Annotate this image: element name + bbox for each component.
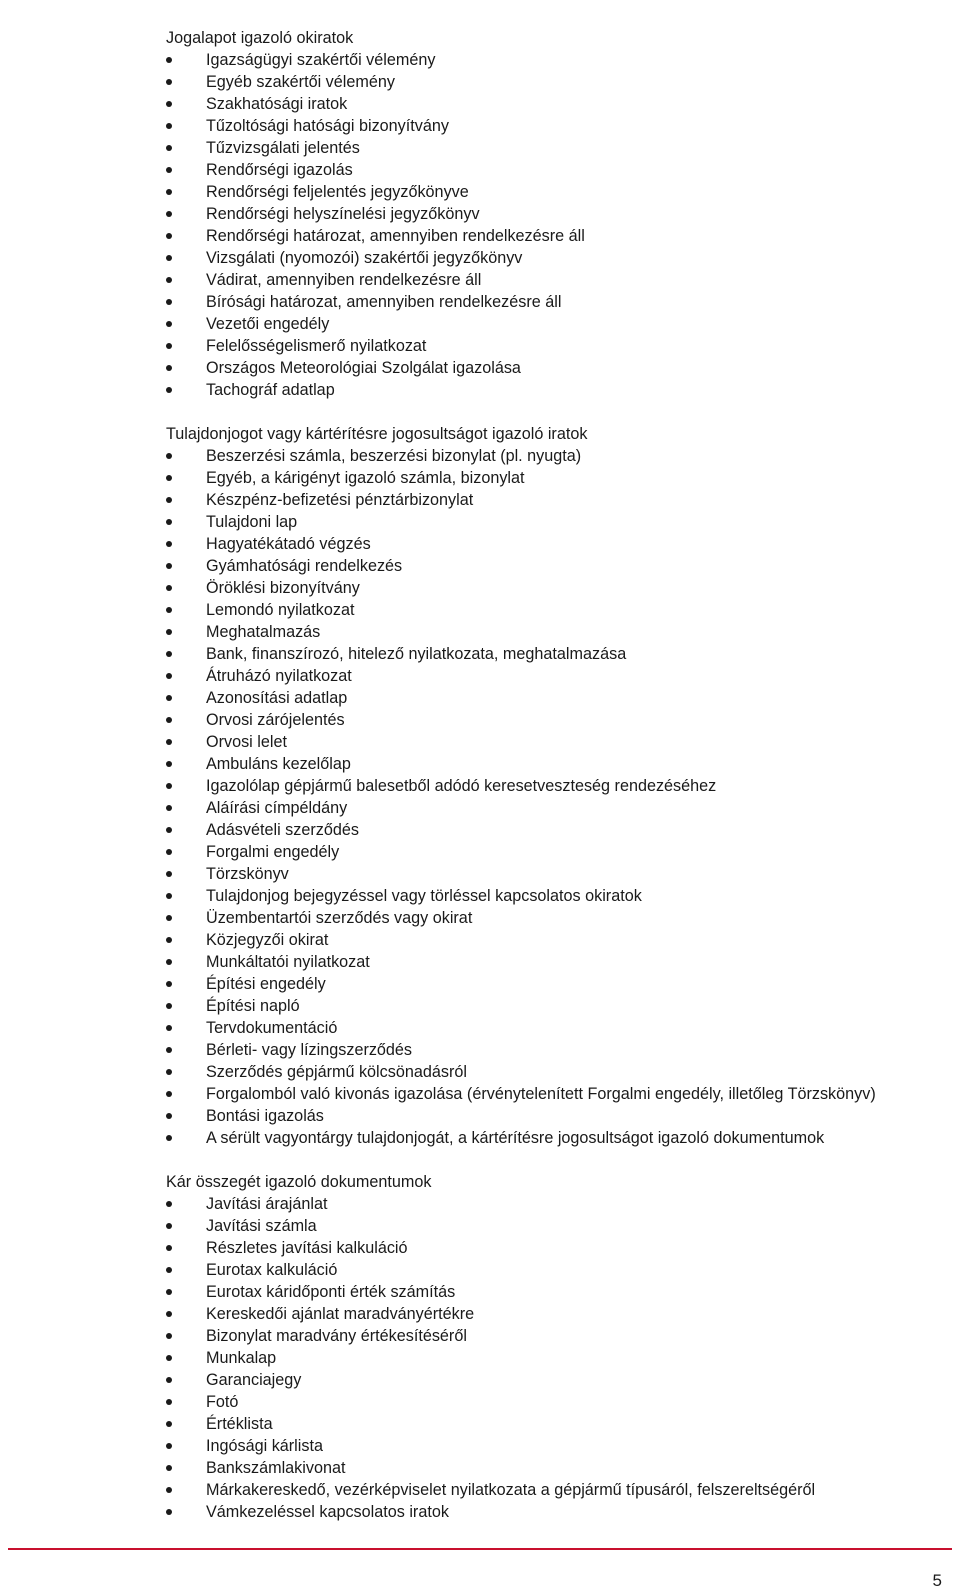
list-item-text: Öröklési bizonyítvány bbox=[206, 579, 360, 597]
bullet-icon bbox=[166, 255, 172, 261]
list-item-text: Eurotax kalkuláció bbox=[206, 1261, 338, 1279]
list-item bbox=[166, 687, 946, 709]
list-item bbox=[166, 1017, 946, 1039]
list-item bbox=[166, 1281, 946, 1303]
bullet-icon bbox=[166, 849, 172, 855]
list-item-text: Igazolólap gépjármű balesetből adódó keresetveszteség rendezéséhez bbox=[206, 777, 717, 795]
bullet-icon bbox=[166, 739, 172, 745]
bullet-icon bbox=[166, 453, 172, 459]
list-item-text: Beszerzési számla, beszerzési bizonylat (pl. nyugta) bbox=[206, 447, 582, 465]
bullet-icon bbox=[166, 805, 172, 811]
list-item bbox=[166, 665, 946, 687]
list-item-text: Garanciajegy bbox=[206, 1371, 302, 1389]
list-item bbox=[166, 445, 946, 467]
list-item-text: Rendőrségi igazolás bbox=[206, 161, 353, 179]
list-item bbox=[166, 269, 946, 291]
list-item-text: Tulajdonjog bejegyzéssel vagy törléssel kapcsolatos okiratok bbox=[206, 887, 642, 905]
list-item-text: Szakhatósági iratok bbox=[206, 95, 348, 113]
bullet-icon bbox=[166, 1201, 172, 1207]
bullet-icon bbox=[166, 211, 172, 217]
bullet-icon bbox=[166, 695, 172, 701]
bullet-icon bbox=[166, 1223, 172, 1229]
list-item-text: A sérült vagyontárgy tulajdonjogát, a kártérítésre jogosultságot igazoló dokumentumok bbox=[206, 1129, 825, 1147]
list-item bbox=[166, 1325, 946, 1347]
list-item-text: Ambuláns kezelőlap bbox=[206, 755, 351, 773]
list-item bbox=[166, 1193, 946, 1215]
document-content bbox=[166, 27, 946, 1523]
bullet-icon bbox=[166, 1267, 172, 1273]
bullet-icon bbox=[166, 189, 172, 195]
list-item bbox=[166, 1501, 946, 1523]
bullet-icon bbox=[166, 1399, 172, 1405]
bullet-icon bbox=[166, 915, 172, 921]
bullet-icon bbox=[166, 299, 172, 305]
list-item bbox=[166, 929, 946, 951]
list-item bbox=[166, 709, 946, 731]
list-item bbox=[166, 1083, 946, 1105]
bullet-icon bbox=[166, 1333, 172, 1339]
list-item bbox=[166, 555, 946, 577]
list-item bbox=[166, 247, 946, 269]
bullet-icon bbox=[166, 1003, 172, 1009]
bullet-icon bbox=[166, 1465, 172, 1471]
list-item-text: Aláírási címpéldány bbox=[206, 799, 348, 817]
bullet-icon bbox=[166, 1047, 172, 1053]
bullet-icon bbox=[166, 343, 172, 349]
list-item-text: Átruházó nyilatkozat bbox=[206, 667, 352, 685]
list-item bbox=[166, 357, 946, 379]
bullet-icon bbox=[166, 57, 172, 63]
list-item-text: Bontási igazolás bbox=[206, 1107, 324, 1125]
list-item bbox=[166, 577, 946, 599]
list-item bbox=[166, 885, 946, 907]
bullet-icon bbox=[166, 1443, 172, 1449]
list-item bbox=[166, 379, 946, 401]
list-item bbox=[166, 973, 946, 995]
list-item bbox=[166, 71, 946, 93]
bullet-icon bbox=[166, 585, 172, 591]
list-item-text: Tachográf adatlap bbox=[206, 381, 335, 399]
list-item bbox=[166, 753, 946, 775]
list-item-text: Márkakereskedő, vezérképviselet nyilatkozata a gépjármű típusáról, felszereltségéről bbox=[206, 1481, 816, 1499]
list-item-text: Törzskönyv bbox=[206, 865, 289, 883]
list-item bbox=[166, 1347, 946, 1369]
list-item-text: Vizsgálati (nyomozói) szakértői jegyzőkönyv bbox=[206, 249, 523, 267]
bullet-icon bbox=[166, 387, 172, 393]
list-item bbox=[166, 1215, 946, 1237]
list-item-text: Részletes javítási kalkuláció bbox=[206, 1239, 408, 1257]
bullet-list bbox=[166, 445, 946, 1149]
list-item-text: Lemondó nyilatkozat bbox=[206, 601, 355, 619]
list-item bbox=[166, 1457, 946, 1479]
document-section bbox=[166, 27, 946, 401]
bullet-icon bbox=[166, 233, 172, 239]
list-item bbox=[166, 467, 946, 489]
list-item bbox=[166, 159, 946, 181]
list-item-text: Építési engedély bbox=[206, 975, 326, 993]
list-item bbox=[166, 621, 946, 643]
list-item-text: Meghatalmazás bbox=[206, 623, 321, 641]
list-item-text: Munkáltatói nyilatkozat bbox=[206, 953, 370, 971]
list-item-text: Javítási számla bbox=[206, 1217, 317, 1235]
list-item bbox=[166, 1039, 946, 1061]
bullet-icon bbox=[166, 145, 172, 151]
list-item-text: Vezetői engedély bbox=[206, 315, 330, 333]
list-item bbox=[166, 1127, 946, 1149]
list-item bbox=[166, 291, 946, 313]
list-item bbox=[166, 1237, 946, 1259]
bullet-icon bbox=[166, 629, 172, 635]
list-item bbox=[166, 225, 946, 247]
bullet-icon bbox=[166, 1025, 172, 1031]
bullet-icon bbox=[166, 497, 172, 503]
list-item-text: Igazságügyi szakértői vélemény bbox=[206, 51, 436, 69]
bullet-icon bbox=[166, 519, 172, 525]
bullet-icon bbox=[166, 717, 172, 723]
bullet-list bbox=[166, 49, 946, 401]
list-item-text: Eurotax káridőponti érték számítás bbox=[206, 1283, 456, 1301]
list-item bbox=[166, 1435, 946, 1457]
list-item bbox=[166, 995, 946, 1017]
list-item-text: Készpénz-befizetési pénztárbizonylat bbox=[206, 491, 474, 509]
list-item bbox=[166, 841, 946, 863]
list-item-text: Vádirat, amennyiben rendelkezésre áll bbox=[206, 271, 482, 289]
list-item bbox=[166, 313, 946, 335]
list-item-text: Hagyatékátadó végzés bbox=[206, 535, 371, 553]
list-item bbox=[166, 49, 946, 71]
bullet-icon bbox=[166, 893, 172, 899]
list-item-text: Rendőrségi határozat, amennyiben rendelkezésre áll bbox=[206, 227, 585, 245]
list-item bbox=[166, 1303, 946, 1325]
list-item-text: Tűzoltósági hatósági bizonyítvány bbox=[206, 117, 449, 135]
list-item-text: Országos Meteorológiai Szolgálat igazolása bbox=[206, 359, 521, 377]
list-item bbox=[166, 203, 946, 225]
list-item-text: Adásvételi szerződés bbox=[206, 821, 359, 839]
bullet-icon bbox=[166, 1509, 172, 1515]
list-item-text: Építési napló bbox=[206, 997, 300, 1015]
bullet-icon bbox=[166, 1135, 172, 1141]
bullet-icon bbox=[166, 123, 172, 129]
list-item-text: Munkalap bbox=[206, 1349, 277, 1367]
page-number: 5 bbox=[932, 1571, 942, 1590]
bullet-icon bbox=[166, 871, 172, 877]
list-item bbox=[166, 951, 946, 973]
bullet-icon bbox=[166, 937, 172, 943]
bullet-list bbox=[166, 1193, 946, 1523]
bullet-icon bbox=[166, 79, 172, 85]
list-item-text: Fotó bbox=[206, 1393, 239, 1411]
bullet-icon bbox=[166, 1113, 172, 1119]
list-item bbox=[166, 1259, 946, 1281]
list-item bbox=[166, 1391, 946, 1413]
bullet-icon bbox=[166, 673, 172, 679]
list-item bbox=[166, 1061, 946, 1083]
section-title: Kár összegét igazoló dokumentumok bbox=[166, 1173, 432, 1191]
bullet-icon bbox=[166, 783, 172, 789]
bullet-icon bbox=[166, 959, 172, 965]
list-item-text: Értéklista bbox=[206, 1415, 273, 1433]
bullet-icon bbox=[166, 1355, 172, 1361]
list-item bbox=[166, 335, 946, 357]
bullet-icon bbox=[166, 1069, 172, 1075]
list-item-text: Bankszámlakivonat bbox=[206, 1459, 346, 1477]
list-item bbox=[166, 797, 946, 819]
list-item-text: Egyéb szakértői vélemény bbox=[206, 73, 395, 91]
list-item-text: Tulajdoni lap bbox=[206, 513, 298, 531]
list-item-text: Ingósági kárlista bbox=[206, 1437, 323, 1455]
list-item bbox=[166, 1479, 946, 1501]
list-item bbox=[166, 907, 946, 929]
list-item-text: Felelősségelismerő nyilatkozat bbox=[206, 337, 427, 355]
list-item bbox=[166, 181, 946, 203]
list-item bbox=[166, 1369, 946, 1391]
section-title: Tulajdonjogot vagy kártérítésre jogosultságot igazoló iratok bbox=[166, 425, 588, 443]
bullet-icon bbox=[166, 827, 172, 833]
bullet-icon bbox=[166, 981, 172, 987]
list-item-text: Javítási árajánlat bbox=[206, 1195, 328, 1213]
document-section bbox=[166, 423, 946, 1149]
bullet-icon bbox=[166, 1091, 172, 1097]
list-item-text: Közjegyzői okirat bbox=[206, 931, 329, 949]
list-item-text: Egyéb, a kárigényt igazoló számla, bizonylat bbox=[206, 469, 525, 487]
bullet-icon bbox=[166, 761, 172, 767]
bullet-icon bbox=[166, 1377, 172, 1383]
bullet-icon bbox=[166, 1421, 172, 1427]
bullet-icon bbox=[166, 651, 172, 657]
list-item-text: Tervdokumentáció bbox=[206, 1019, 338, 1037]
list-item bbox=[166, 775, 946, 797]
list-item bbox=[166, 643, 946, 665]
list-item-text: Bank, finanszírozó, hitelező nyilatkozata, meghatalmazása bbox=[206, 645, 627, 663]
list-item-text: Kereskedői ajánlat maradványértékre bbox=[206, 1305, 475, 1323]
bullet-icon bbox=[166, 167, 172, 173]
list-item bbox=[166, 137, 946, 159]
list-item bbox=[166, 819, 946, 841]
list-item-text: Rendőrségi helyszínelési jegyzőkönyv bbox=[206, 205, 480, 223]
list-item-text: Orvosi zárójelentés bbox=[206, 711, 345, 729]
list-item-text: Vámkezeléssel kapcsolatos iratok bbox=[206, 1503, 449, 1521]
list-item bbox=[166, 511, 946, 533]
footer-rule bbox=[8, 1548, 952, 1550]
section-title: Jogalapot igazoló okiratok bbox=[166, 29, 354, 47]
list-item bbox=[166, 93, 946, 115]
document-section bbox=[166, 1171, 946, 1523]
bullet-icon bbox=[166, 277, 172, 283]
bullet-icon bbox=[166, 475, 172, 481]
list-item bbox=[166, 863, 946, 885]
list-item-text: Bizonylat maradvány értékesítéséről bbox=[206, 1327, 467, 1345]
list-item-text: Forgalmi engedély bbox=[206, 843, 340, 861]
list-item-text: Bírósági határozat, amennyiben rendelkezésre áll bbox=[206, 293, 562, 311]
list-item-text: Tűzvizsgálati jelentés bbox=[206, 139, 360, 157]
bullet-icon bbox=[166, 101, 172, 107]
bullet-icon bbox=[166, 1289, 172, 1295]
list-item bbox=[166, 599, 946, 621]
list-item bbox=[166, 1105, 946, 1127]
list-item-text: Szerződés gépjármű kölcsönadásról bbox=[206, 1063, 467, 1081]
list-item-text: Gyámhatósági rendelkezés bbox=[206, 557, 403, 575]
list-item bbox=[166, 115, 946, 137]
bullet-icon bbox=[166, 321, 172, 327]
bullet-icon bbox=[166, 365, 172, 371]
list-item-text: Üzembentartói szerződés vagy okirat bbox=[206, 909, 473, 927]
list-item bbox=[166, 731, 946, 753]
list-item bbox=[166, 489, 946, 511]
list-item-text: Rendőrségi feljelentés jegyzőkönyve bbox=[206, 183, 469, 201]
bullet-icon bbox=[166, 1245, 172, 1251]
bullet-icon bbox=[166, 563, 172, 569]
list-item-text: Orvosi lelet bbox=[206, 733, 287, 751]
list-item-text: Azonosítási adatlap bbox=[206, 689, 348, 707]
list-item-text: Forgalomból való kivonás igazolása (érvénytelenített Forgalmi engedély, illetőleg Törzskönyv) bbox=[206, 1085, 876, 1103]
list-item bbox=[166, 1413, 946, 1435]
bullet-icon bbox=[166, 541, 172, 547]
list-item-text: Bérleti- vagy lízingszerződés bbox=[206, 1041, 413, 1059]
bullet-icon bbox=[166, 1487, 172, 1493]
list-item bbox=[166, 533, 946, 555]
bullet-icon bbox=[166, 1311, 172, 1317]
bullet-icon bbox=[166, 607, 172, 613]
